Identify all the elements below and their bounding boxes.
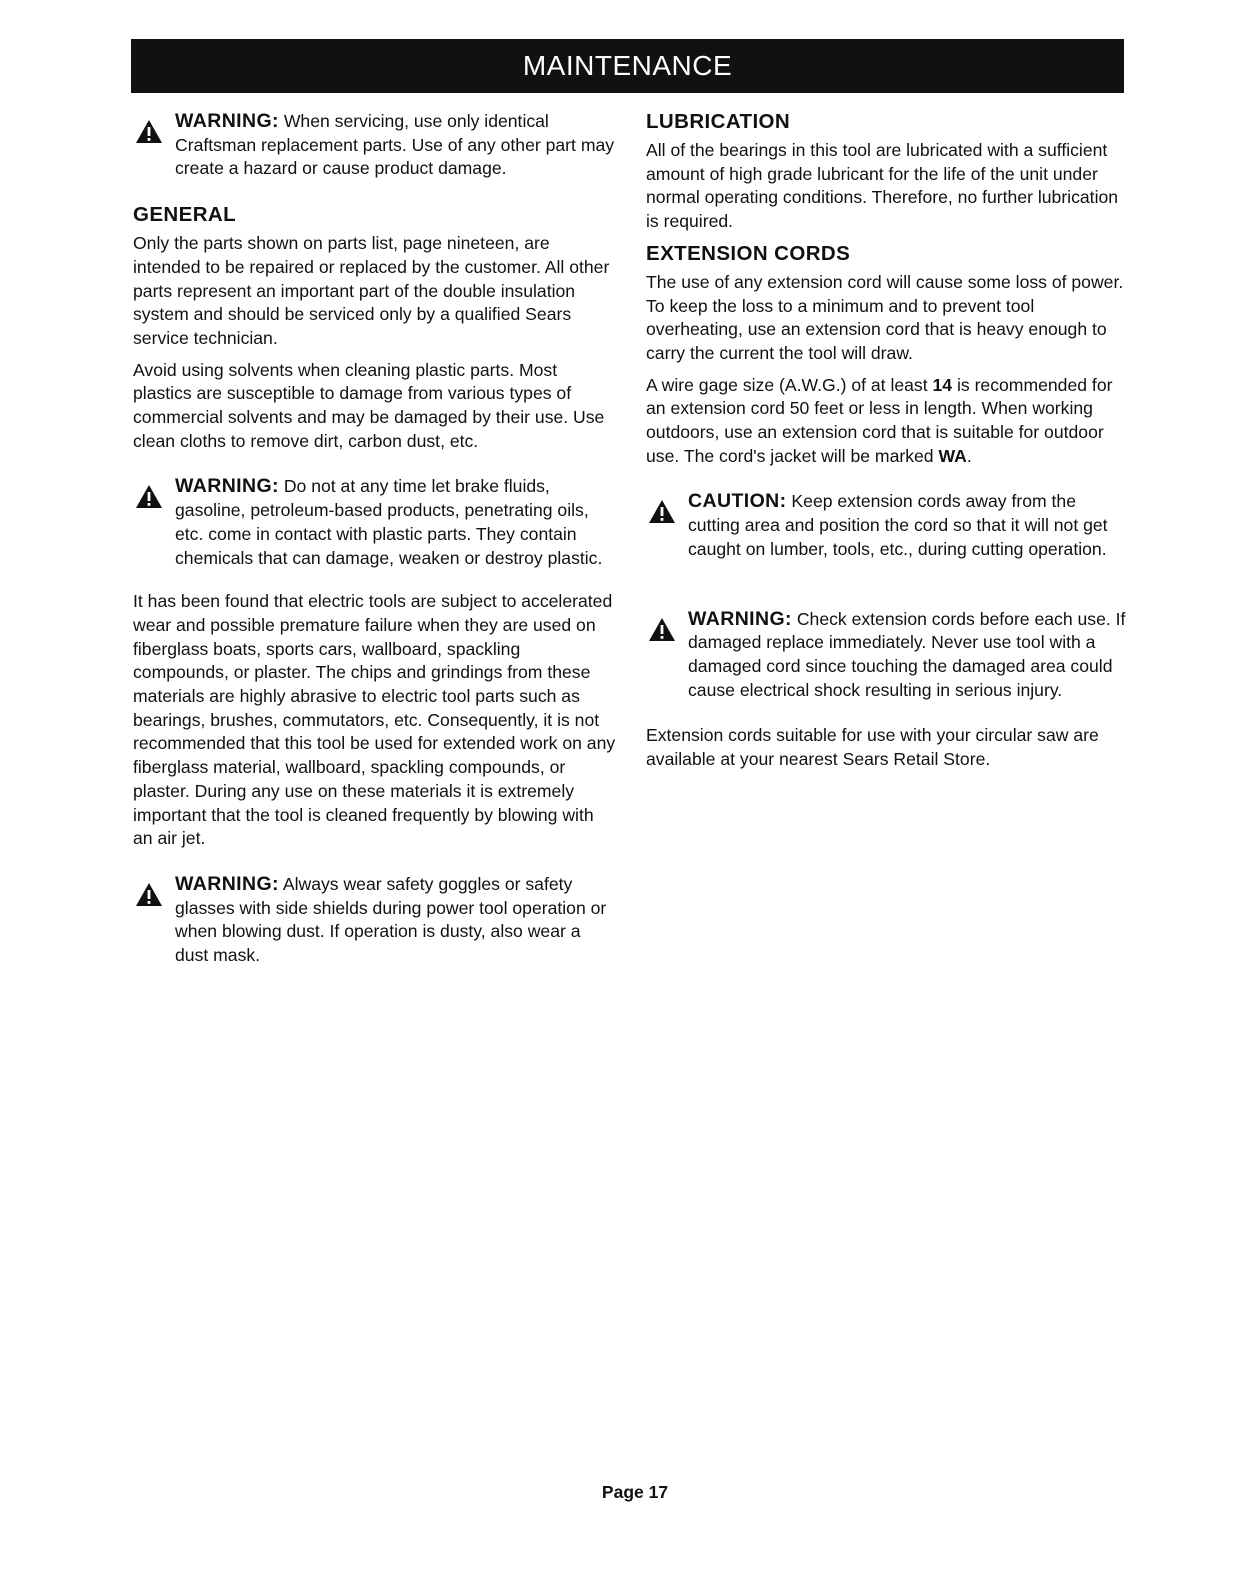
wire-gage-text-continued: is recommended for an extension cord 50 feet or less in length. When working outdoors, use an extension cord that is suitable for outdoor use. The cord's jacket will be marked bbox=[646, 374, 1113, 466]
warning-safety-goggles bbox=[133, 873, 618, 968]
warning-triangle-icon bbox=[648, 617, 676, 642]
left-column bbox=[133, 110, 618, 968]
caution-cord-placement bbox=[646, 490, 1132, 561]
caution-label: CAUTION: bbox=[688, 490, 787, 513]
warning-plastic-parts bbox=[133, 475, 618, 570]
lubrication-paragraph: All of the bearings in this tool are lubricated with a sufficient amount of high grade lubricant for the life of the unit under normal operating conditions. Therefore, no further lubrication is required. bbox=[646, 140, 1119, 232]
section-title: MAINTENANCE bbox=[522, 50, 733, 81]
fiberglass-paragraph: It has been found that electric tools are subject to accelerated wear and possible premature failure when they are used on fiberglass boats, sports cars, wallboard, spackling compounds, or plaster. The chips and grindings from these materials are highly abrasive to electric tool parts such as bearings, brushes, commutators, etc. Consequently, it is not recommended that this tool be used for extended work on any fiberglass material, wallboard, spackling compounds, or plaster. During any use on these materials it is extremely important that the tool is cleaned frequently by blowing with an air jet. bbox=[133, 591, 616, 849]
sentence-end: . bbox=[966, 445, 972, 466]
general-paragraph-2: Avoid using solvents when cleaning plastic parts. Most plastics are susceptible to damage from various types of commercial solvents and may be damaged by their use. Use clean cloths to remove dirt, carbon dust, etc. bbox=[133, 359, 605, 451]
general-paragraph-1: Only the parts shown on parts list, page nineteen, are intended to be repaired or replaced by the customer. All other parts represent an important part of the double insulation system and should be serviced only by a qualified Sears service technician. bbox=[133, 233, 610, 348]
extension-availability-paragraph: Extension cords suitable for use with your circular saw are available at your nearest Sears Retail Store. bbox=[646, 725, 1099, 770]
warning-triangle-icon bbox=[135, 119, 163, 144]
page-number: Page 17 bbox=[601, 1482, 669, 1502]
extension-paragraph-1: The use of any extension cord will cause some loss of power. To keep the loss to a minimum and to prevent tool overheating, use an extension cord that is heavy enough to carry the current the tool will draw. bbox=[646, 271, 1124, 363]
warning-text: Do not at any time let brake fluids, gasoline, petroleum-based products, penetrating oils, etc. come in contact with plastic parts. They contain chemicals that can damage, weaken or destroy plastic. bbox=[175, 476, 603, 568]
warning-text: Check extension cords before each use. If damaged replace immediately. Never use tool with a damaged cord since touching the damaged area could cause electrical shock resulting in serious injury. bbox=[688, 608, 1126, 700]
warning-label: WARNING: bbox=[175, 475, 279, 498]
caution-text: Keep extension cords away from the cutting area and position the cord so that it will not get caught on lumber, tools, etc., during cutting operation. bbox=[688, 491, 1108, 559]
wire-gage-value: 14 bbox=[932, 374, 953, 395]
warning-triangle-icon bbox=[135, 484, 163, 509]
general-heading: GENERAL bbox=[133, 203, 237, 227]
warning-label: WARNING: bbox=[688, 607, 792, 630]
extension-cords-heading: EXTENSION CORDS bbox=[646, 241, 851, 265]
warning-triangle-icon bbox=[648, 499, 676, 524]
right-column bbox=[646, 110, 1132, 780]
lubrication-heading: LUBRICATION bbox=[646, 110, 791, 133]
extension-paragraph-2 bbox=[646, 374, 1132, 469]
warning-replacement-parts bbox=[133, 110, 618, 181]
jacket-marking: WA bbox=[938, 445, 967, 466]
warning-label: WARNING: bbox=[175, 110, 279, 132]
warning-text: When servicing, use only identical Craftsman replacement parts. Use of any other part may create a hazard or cause product damage. bbox=[175, 111, 615, 179]
warning-label: WARNING: bbox=[175, 872, 279, 895]
warning-text: Always wear safety goggles or safety glasses with side shields during power tool operation or when blowing dust. If operation is dusty, also wear a dust mask. bbox=[175, 873, 607, 966]
warning-triangle-icon bbox=[135, 882, 163, 907]
section-title-banner bbox=[131, 39, 1124, 93]
warning-check-cords bbox=[646, 608, 1132, 703]
wire-gage-text: A wire gage size (A.W.G.) of at least bbox=[646, 374, 928, 395]
